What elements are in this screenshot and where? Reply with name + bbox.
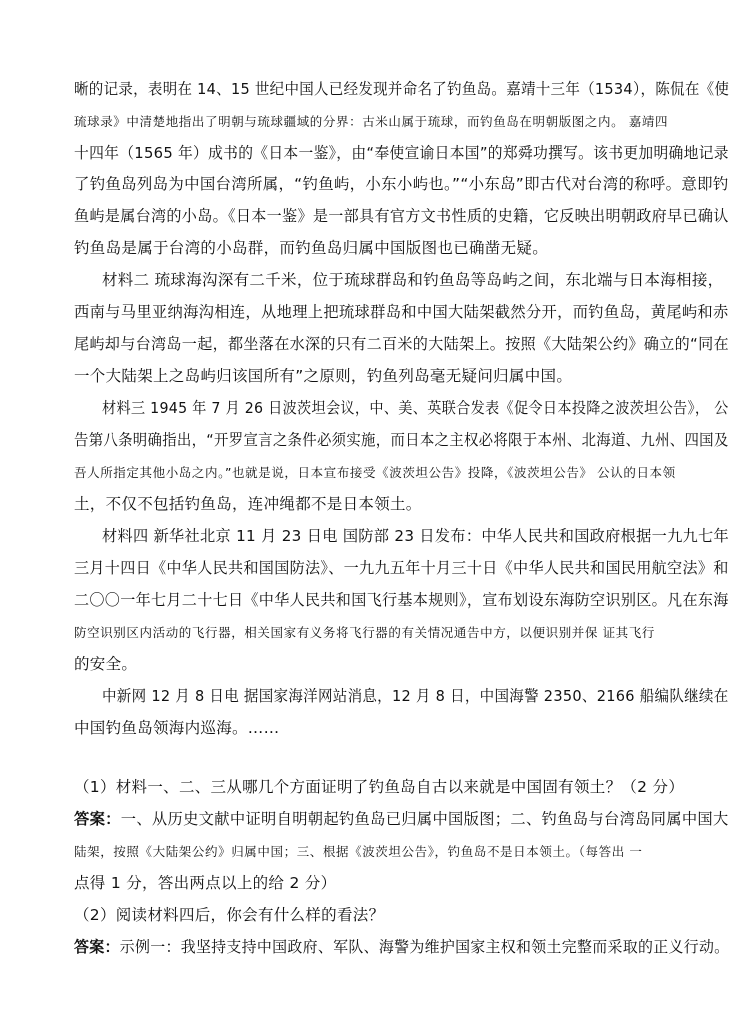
text-line: 鱼屿是属台湾的小岛。《日本一鉴》是一部具有官方文书性质的史籍，它反映出明朝政府早已确认 bbox=[74, 207, 729, 225]
question-1: （1）材料一、二、三从哪几个方面证明了钓鱼岛自古以来就是中国固有领土？（2 分） bbox=[74, 778, 685, 796]
text-line: 材料三 1945 年 7 月 26 日波茨坦会议，中、美、英联合发表《促令日本投降之波茨坦公告》， 公 bbox=[102, 399, 729, 417]
answer-2 bbox=[74, 936, 729, 958]
text-line: 尾屿却与台湾岛一起，都坐落在水深的只有二百米的大陆架上。按照《大陆架公约》确立的“同在 bbox=[74, 335, 729, 353]
question-2: （2）阅读材料四后，你会有什么样的看法？ bbox=[74, 906, 385, 924]
text-line: 告第八条明确指出，“开罗宣言之条件必须实施，而日本之主权必将限于本州、北海道、九州、四国及 bbox=[74, 431, 729, 449]
text-line: 了钓鱼岛列岛为中国台湾所属，“钓鱼屿，小东小屿也。”“小东岛”即古代对台湾的称呼。意即钓 bbox=[74, 175, 729, 193]
answer-label: 答案： bbox=[74, 810, 121, 828]
text-line: 材料二 琉球海沟深有二千米，位于琉球群岛和钓鱼岛等岛屿之间，东北端与日本海相接， bbox=[102, 271, 724, 289]
text-line: 点得 1 分，答出两点以上的给 2 分） bbox=[74, 874, 337, 892]
text-line: 中新网 12 月 8 日电 据国家海洋网站消息，12 月 8 日，中国海警 2350、2166 船编队继续在 bbox=[102, 687, 729, 705]
answer-text: 一、从历史文献中证明自明朝起钓鱼岛已归属中国版图；二、钓鱼岛与台湾岛同属中国大 bbox=[120, 810, 729, 828]
text-line: 钓鱼岛是属于台湾的小岛群，而钓鱼岛归属中国版图也已确凿无疑。 bbox=[74, 239, 549, 257]
answer-1 bbox=[74, 808, 729, 830]
text-line: 十四年（1565 年）成书的《日本一鉴》，由“奉使宣谕日本国”的郑舜功撰写。该书更加明确地记录 bbox=[74, 144, 729, 162]
text-line: 材料四 新华社北京 11 月 23 日电 国防部 23 日发布：中华人民共和国政府根据一九九七年 bbox=[102, 527, 730, 545]
text-line: 防空识别区内活动的飞行器，相关国家有义务将飞行器的有关情况通告中方，以便识别并保 证其飞行 bbox=[74, 625, 655, 640]
text-line: 陆架，按照《大陆架公约》归属中国；三、根据《波茨坦公告》，钓鱼岛不是日本领土。（每答出 一 bbox=[74, 844, 643, 859]
text-line: 的安全。 bbox=[74, 655, 138, 673]
text-line: 西南与马里亚纳海沟相连，从地理上把琉球群岛和中国大陆架截然分开，而钓鱼岛，黄尾屿和赤 bbox=[74, 303, 729, 321]
text-line: 晰的记录，表明在 14、15 世纪中国人已经发现并命名了钓鱼岛。嘉靖十三年（1534），陈侃在《使 bbox=[74, 80, 730, 98]
text-line: 吾人所指定其他小岛之内。”也就是说，日本宣布接受《波茨坦公告》投降，《波茨坦公告》 公认的日本领 bbox=[74, 465, 676, 480]
text-line: 一个大陆架上之岛屿归该国所有”之原则，钓鱼列岛毫无疑问归属中国。 bbox=[74, 367, 573, 385]
text-line: 琉球录》中清楚地指出了明朝与琉球疆域的分界：古米山属于琉球，而钓鱼岛在明朝版图之内。 嘉靖四 bbox=[74, 114, 669, 129]
answer-label: 答案： bbox=[74, 938, 120, 956]
answer-text: 示例一：我坚持支持中国政府、军队、海警为维护国家主权和领土完整而采取的正义行动。 bbox=[119, 938, 730, 956]
text-line: 三月十四日《中华人民共和国国防法》、一九九五年十月三十日《中华人民共和国民用航空法》和 bbox=[74, 559, 729, 577]
text-line: 土，不仅不包括钓鱼岛，连冲绳都不是日本领土。 bbox=[74, 495, 422, 513]
text-line: 中国钓鱼岛领海内巡海。…… bbox=[74, 719, 280, 737]
text-line: 二〇〇一年七月二十七日《中华人民共和国飞行基本规则》，宣布划设东海防空识别区。凡在东海 bbox=[74, 591, 729, 609]
